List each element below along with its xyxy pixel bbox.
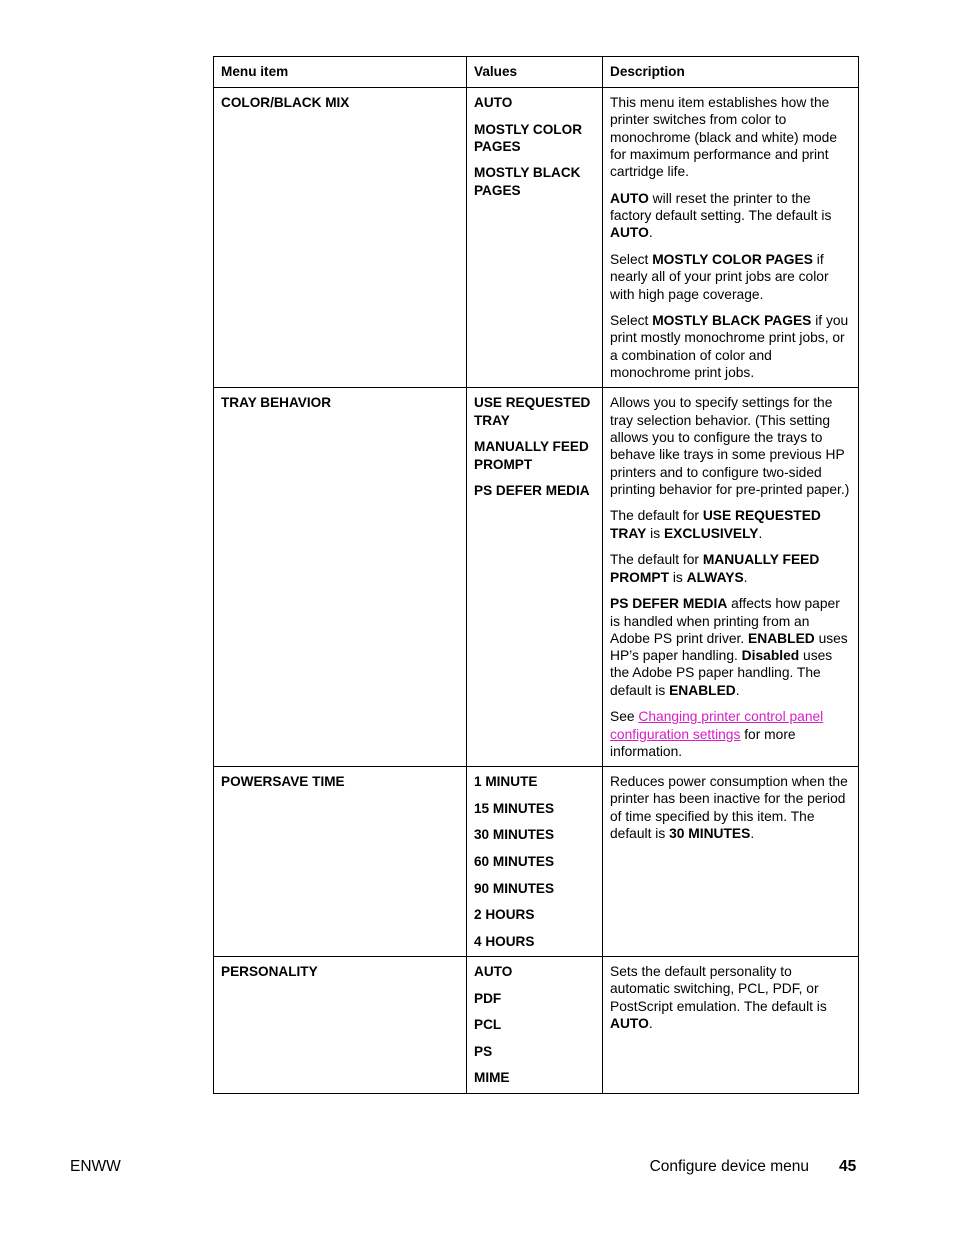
description-paragraph <box>610 963 852 1032</box>
description-text: uses the Adobe PS paper handling. The default is <box>610 648 833 698</box>
description-cell <box>603 957 859 1094</box>
description-text: Sets the default personality to automatic switching, PCL, PDF, or PostScript emulation. The default is <box>610 964 827 1014</box>
value-option: AUTO <box>474 964 513 980</box>
description-text: The default for <box>610 508 703 524</box>
description-paragraph <box>610 190 852 242</box>
description-paragraph <box>610 551 852 586</box>
value-option: USE REQUESTED TRAY <box>474 395 591 428</box>
description-paragraph <box>610 708 852 760</box>
description-text: if you print mostly monochrome print jobs, or a combination of color and monochrome print jobs. <box>610 313 849 381</box>
values-cell <box>467 957 603 1094</box>
footer-left-label: ENWW <box>70 1158 121 1175</box>
bold-term: Disabled <box>741 648 800 664</box>
bold-term: AUTO <box>610 225 649 241</box>
description-text: The default for <box>610 552 703 568</box>
value-option: PDF <box>474 990 502 1006</box>
header-description: Description <box>603 57 859 88</box>
value-option: MIME <box>474 1070 510 1086</box>
bold-term: ENABLED <box>748 630 815 646</box>
values-cell <box>467 767 603 957</box>
description-text: is <box>646 525 664 541</box>
bold-term: USE REQUESTED TRAY <box>610 508 821 541</box>
bold-term: PS DEFER MEDIA <box>610 596 728 612</box>
description-text: . <box>758 525 763 541</box>
description-paragraph <box>610 507 852 542</box>
value-option: PS <box>474 1043 493 1059</box>
value-option: 15 MINUTES <box>474 800 555 816</box>
settings-table <box>213 56 859 1094</box>
description-cell <box>603 88 859 388</box>
description-paragraph <box>610 595 852 699</box>
value-option: MOSTLY BLACK PAGES <box>474 165 581 198</box>
header-values: Values <box>467 57 603 88</box>
description-text: Reduces power consumption when the printer has been inactive for the period of time specified by this item. The default is <box>610 774 848 842</box>
value-option: 1 MINUTE <box>474 774 538 790</box>
description-text: . <box>648 225 653 241</box>
value-option: AUTO <box>474 95 513 110</box>
value-option: PCL <box>474 1017 502 1033</box>
values-cell <box>467 88 603 388</box>
menu-item-name: PERSONALITY <box>214 957 467 1094</box>
description-text: affects how paper is handled when printing from an Adobe PS print driver. <box>610 596 840 646</box>
config-settings-link[interactable]: Changing printer control panel configuration settings <box>610 709 824 742</box>
description-text: if nearly all of your print jobs are color with high page coverage. <box>610 251 829 302</box>
table-row <box>214 388 859 767</box>
description-paragraph <box>610 94 852 180</box>
menu-item-name: POWERSAVE TIME <box>214 767 467 957</box>
description-text: . <box>735 682 740 698</box>
table-row <box>214 88 859 388</box>
header-menu-item: Menu item <box>214 57 467 88</box>
description-paragraph <box>610 773 852 842</box>
value-option: 2 HOURS <box>474 907 535 923</box>
description-text: Allows you to specify settings for the tray selection behavior. (This setting allows you to configure the trays to behave like trays in some previous HP printers and to configure two-sided printing behavior for pre-printed paper.) <box>610 395 850 497</box>
value-option: MANUALLY FEED PROMPT <box>474 439 589 472</box>
description-text: . <box>750 826 755 842</box>
table-header-row <box>214 57 859 88</box>
values-cell <box>467 388 603 767</box>
description-text: Select <box>610 313 653 329</box>
description-paragraph <box>610 251 852 303</box>
value-option: 4 HOURS <box>474 933 535 949</box>
table-body <box>214 88 859 1094</box>
value-option: PS DEFER MEDIA <box>474 483 590 499</box>
bold-term: MOSTLY COLOR PAGES <box>652 251 813 267</box>
value-option: 60 MINUTES <box>474 853 555 869</box>
value-option: 30 MINUTES <box>474 827 555 843</box>
description-text: uses HP’s paper handling. <box>610 630 848 664</box>
description-cell <box>603 767 859 957</box>
description-paragraph <box>610 394 852 498</box>
description-text: Select <box>610 251 653 267</box>
value-option: MOSTLY COLOR PAGES <box>474 121 583 154</box>
bold-term: MOSTLY BLACK PAGES <box>652 313 812 329</box>
description-text: This menu item establishes how the printer switches from color to monochrome (black and white) mode for maximum performance and print cartridge life. <box>610 95 837 180</box>
bold-term: AUTO <box>610 190 649 206</box>
bold-term: 30 MINUTES <box>669 826 751 842</box>
footer-section-title: Configure device menu <box>649 1158 809 1175</box>
description-text: . <box>743 569 748 585</box>
bold-term: ENABLED <box>669 682 736 698</box>
page-number: 45 <box>839 1158 857 1175</box>
description-text: will reset the printer to the factory default setting. The default is <box>610 190 832 224</box>
table-row <box>214 767 859 957</box>
description-text: . <box>648 1015 653 1031</box>
menu-item-name: TRAY BEHAVIOR <box>214 388 467 767</box>
bold-term: MANUALLY FEED PROMPT <box>610 552 820 585</box>
description-paragraph <box>610 312 852 381</box>
value-option: 90 MINUTES <box>474 880 555 896</box>
description-text: is <box>669 569 687 585</box>
description-cell <box>603 388 859 767</box>
description-text: See <box>610 709 639 725</box>
bold-term: AUTO <box>610 1015 649 1031</box>
menu-item-name: COLOR/BLACK MIX <box>214 88 467 388</box>
table-row <box>214 957 859 1094</box>
description-text: for more information. <box>610 726 796 759</box>
bold-term: ALWAYS <box>686 569 744 585</box>
bold-term: EXCLUSIVELY <box>663 525 759 541</box>
